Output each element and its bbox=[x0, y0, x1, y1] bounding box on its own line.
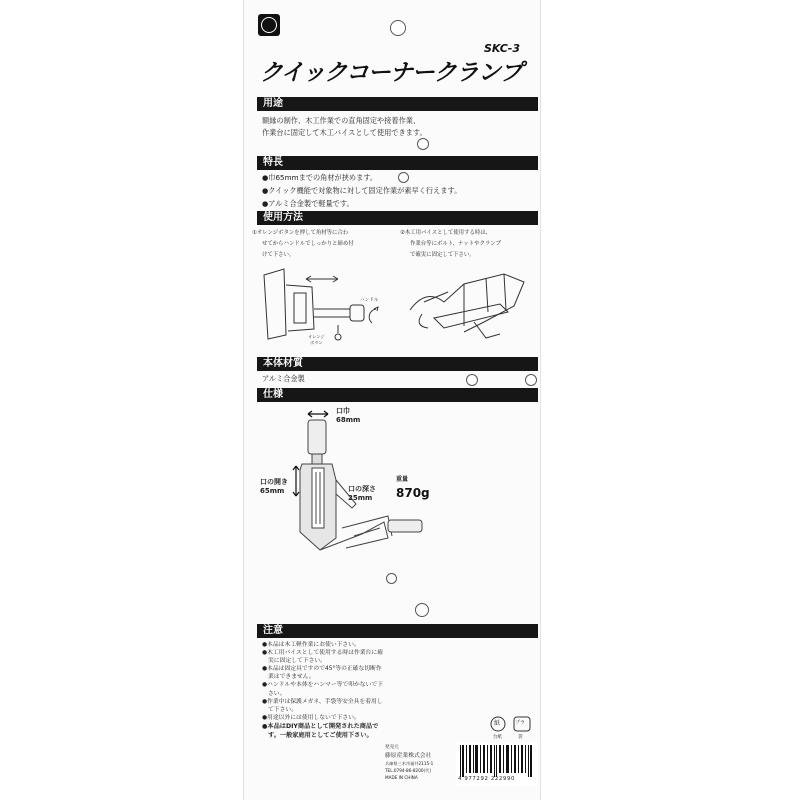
step1-line-3: けて下さい。 bbox=[262, 252, 295, 258]
product-title: クイックコーナークランプ bbox=[260, 60, 522, 86]
feature-item-2: ●クイック機能で対象物に対して固定作業が素早く行えます。 bbox=[262, 186, 462, 195]
caution-item: ●本品は固定具ですので45°等の正確な切断作業はできません。 bbox=[262, 666, 382, 681]
weight-value: 870g bbox=[396, 486, 430, 500]
button-label-1: オレンジ bbox=[308, 334, 325, 339]
punch-hole bbox=[415, 603, 429, 617]
country-of-origin: MADE IN CHINA bbox=[385, 775, 418, 780]
step1-line-1: ①オレンジボタンを押して角材等に合わ bbox=[252, 230, 349, 236]
plastic-recycle-mark: プラ bbox=[515, 720, 526, 726]
handle-label: ハンドル bbox=[360, 298, 379, 303]
brand-logo-icon bbox=[258, 14, 280, 36]
seller-address: 兵庫県三木市福井2115-1 bbox=[385, 761, 434, 766]
usage-line-1: 額縁の制作、木工作業での直角固定や接着作業、 bbox=[262, 116, 421, 125]
depth-value: 25mm bbox=[348, 494, 373, 502]
section-heading-features: 特長 bbox=[257, 156, 538, 170]
section-heading-usage: 用途 bbox=[257, 97, 538, 111]
feature-item-3: ●アルミ合金製で軽量です。 bbox=[262, 199, 354, 208]
caution-item: ●本品は木工軽作業にお使い下さい。 bbox=[262, 642, 360, 648]
barcode-number: 4 977292 222990 bbox=[458, 776, 516, 782]
caution-item: ●ハンドルや本体をハンマー等で叩かないで下さい。 bbox=[262, 682, 383, 697]
jaw-width-value: 68mm bbox=[336, 416, 361, 424]
section-heading-how-to: 使用方法 bbox=[257, 211, 538, 225]
seller-label: 発売元 bbox=[385, 745, 399, 750]
step1-line-2: せてからハンドルでしっかりと締め付 bbox=[262, 241, 354, 247]
seller-company: 藤原産業株式会社 bbox=[385, 753, 432, 759]
section-heading-material: 本体材質 bbox=[257, 357, 538, 371]
caution-item: ●作業中は保護メガネ、手袋等安全具を着用して下さい。 bbox=[262, 698, 383, 713]
depth-label: 口の深さ bbox=[348, 485, 376, 493]
section-heading-specs: 仕様 bbox=[257, 388, 538, 402]
step2-line-1: ②木工用バイスとして使用する時は、 bbox=[400, 230, 492, 236]
section-heading-caution: 注意 bbox=[257, 624, 538, 638]
step2-illustration bbox=[404, 262, 534, 352]
opening-label: 口の開き bbox=[260, 478, 288, 486]
step2-line-2: 作業台等にボルト、ナットやクランプ bbox=[410, 241, 502, 247]
opening-value: 65mm bbox=[260, 487, 285, 495]
punch-hole bbox=[417, 138, 429, 150]
caution-item: ●木工用バイスとして使用する時は作業台に確実に固定して下さい。 bbox=[262, 650, 383, 665]
feature-item-1: ●巾65mmまでの角材が挟めます。 bbox=[262, 173, 378, 182]
hanging-hole bbox=[390, 20, 406, 36]
caution-list bbox=[262, 641, 384, 740]
model-number: SKC-3 bbox=[483, 42, 520, 55]
step2-line-3: で確実に固定して下さい。 bbox=[410, 252, 475, 258]
punch-hole bbox=[386, 573, 397, 584]
weight-label: 重量 bbox=[396, 476, 409, 483]
usage-line-2: 作業台に固定して木工バイスとして使用できます。 bbox=[262, 128, 427, 137]
seller-tel: TEL.0794-86-8200(代) bbox=[385, 768, 431, 773]
plastic-recycle-caption: 袋 bbox=[518, 735, 523, 740]
punch-hole bbox=[466, 374, 478, 386]
product-card bbox=[243, 0, 541, 800]
punch-hole bbox=[525, 374, 537, 386]
caution-item: ●用途以外には使用しないで下さい。 bbox=[262, 714, 360, 721]
caution-bold-note: ●本品はDIY商品として開発された商品です。一般家庭用としてご使用下さい。 bbox=[262, 722, 379, 739]
jaw-width-label: 口巾 bbox=[336, 407, 350, 415]
paper-recycle-caption: 台紙 bbox=[493, 735, 502, 740]
button-label-2: ボタン bbox=[310, 340, 323, 345]
material-value: アルミ合金製 bbox=[262, 374, 305, 383]
punch-hole bbox=[398, 172, 409, 183]
paper-recycle-mark: 紙 bbox=[494, 720, 501, 727]
